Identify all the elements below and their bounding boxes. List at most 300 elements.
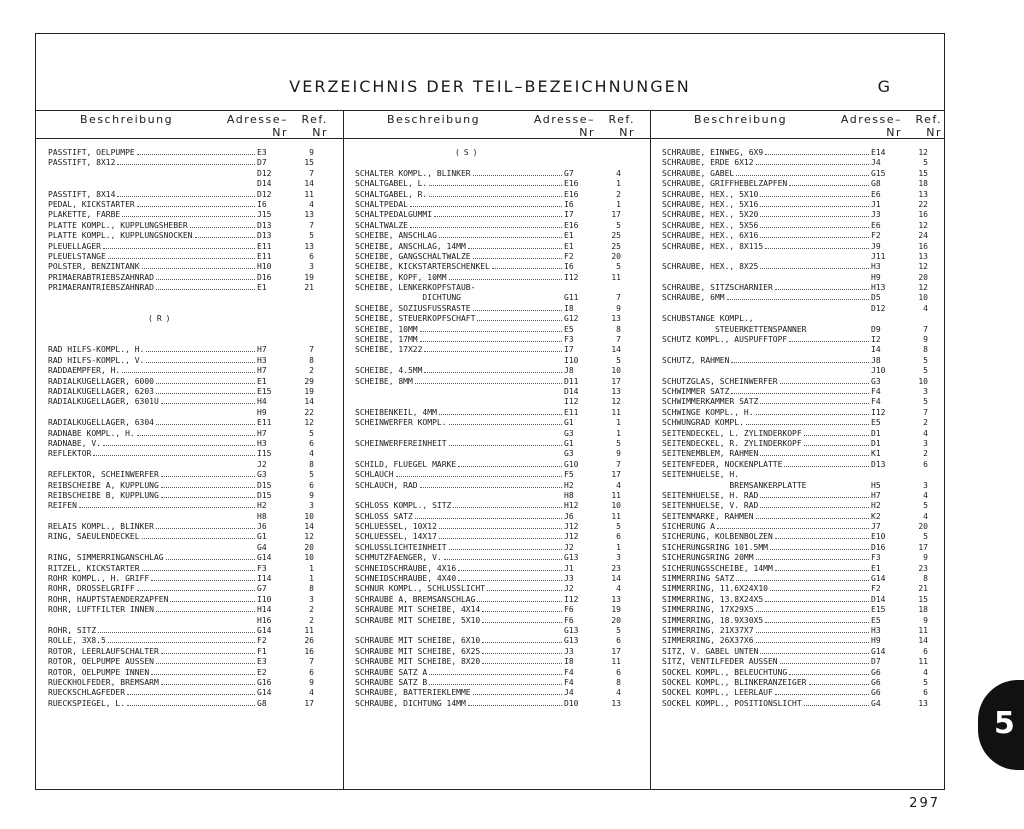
address-nr: E1 [257,283,267,293]
address-nr: I10 [257,594,272,604]
part-description: PEDAL, KICKSTARTER [48,199,135,209]
address-nr: G4 [257,542,267,552]
ref-nr: 18 [918,605,928,615]
address-nr: F4 [871,397,881,407]
index-row [355,335,635,345]
part-description: POLSTER, BENZINTANK [48,262,140,272]
ref-nr: 9 [616,303,621,313]
dot-leader [137,206,255,207]
index-row [48,408,328,418]
ref-nr: 4 [309,688,314,698]
part-description: RADDAEMPFER, H. [48,366,121,376]
address-nr: J9 [871,241,881,251]
address-nr: H8 [257,511,267,521]
part-description: RAD HILFS-KOMPL., H. [48,345,145,355]
part-description: SCHNEIDSCHRAUBE, 4X40 [355,574,457,584]
address-nr: J7 [871,522,881,532]
dot-leader [780,663,869,664]
ref-nr: 16 [918,241,928,251]
index-row [48,564,328,574]
part-description: SCHRAUBE MIT SCHEIBE, 6X10 [355,636,481,646]
part-description: PASSTIFT, 8X12 [48,158,116,168]
part-description: SIMMERRING, 11.6X24X10 [662,584,768,594]
dot-leader [453,507,562,508]
ref-nr: 11 [611,272,621,282]
address-nr: E15 [871,605,886,615]
address-nr: G6 [871,688,881,698]
index-row [355,532,635,542]
address-nr: D9 [871,324,881,334]
part-description: SCHEIBE, ANSCHLAG [355,231,437,241]
part-description: SCHNEIDSCHRAUBE, 4X16 [355,563,457,573]
address-nr: H7 [257,428,267,438]
address-nr: D1 [871,428,881,438]
part-description: SIMMERRING, 18.9X30X5 [662,615,764,625]
address-nr: E3 [257,148,267,157]
index-row [355,553,635,563]
ref-nr: 7 [616,335,621,345]
ref-nr: 23 [918,563,928,573]
dot-leader [439,237,562,238]
address-nr: D13 [257,231,272,241]
part-description: SEITENDECKEL, R. ZYLINDERKOPF [662,438,802,448]
index-row [355,262,635,272]
ref-nr: 6 [923,688,928,698]
dot-leader [760,507,869,508]
dot-leader [756,632,869,633]
address-nr: E1 [564,231,574,241]
part-description: PLEUELLAGER [48,241,101,251]
part-description: SCHRAUBE, HEX., 5X56 [662,220,759,230]
index-row [355,605,635,615]
address-nr: E1 [871,563,881,573]
dot-leader [156,279,255,280]
ref-nr: 5 [309,231,314,241]
address-nr: G3 [564,449,574,459]
ref-nr: 7 [309,168,314,178]
index-row [662,668,942,678]
ref-nr: 8 [309,355,314,365]
ref-nr: 21 [918,584,928,594]
ref-nr: 7 [923,324,928,334]
part-description: SIMMERRING SATZ [662,574,735,584]
dot-leader [117,196,255,197]
address-nr: H7 [257,366,267,376]
dot-leader [473,694,562,695]
address-nr: E11 [564,407,579,417]
ref-nr: 14 [304,522,314,532]
index-row [662,657,942,667]
part-description: REIFEN [48,501,77,511]
index-row [48,429,328,439]
address-nr: H8 [564,490,574,500]
ref-nr: 5 [616,438,621,448]
index-row [355,325,635,335]
part-description: SCHEIBE, 8MM [355,376,413,386]
part-description: SCHEIBE, STEUERKOPFSCHAFT [355,314,476,324]
index-row [662,626,942,636]
part-description: SCHRAUBE MIT SCHEIBE, 8X20 [355,657,481,667]
ref-nr: 10 [918,293,928,303]
ref-nr: 1 [616,418,621,428]
part-description: SCHRAUBE, SITZSCHARNIER [662,283,773,293]
ref-nr: 20 [304,542,314,552]
index-row [662,699,942,709]
dot-leader [161,497,255,498]
dot-leader [770,549,869,550]
dot-leader [804,435,869,436]
index-row [355,169,635,179]
part-description: SCHMUTZFAENGER, V. [355,553,442,563]
index-row [355,231,635,241]
dot-leader [756,164,869,165]
index-row [355,190,635,200]
header-adresse: Adresse– Nr [840,113,902,139]
dot-leader [760,237,869,238]
dot-leader [156,393,255,394]
index-row [662,273,942,283]
dot-leader [415,518,562,519]
address-nr: J10 [871,366,886,376]
index-row [48,678,328,688]
ref-nr: 2 [309,615,314,625]
part-description: SICHERUNG A [662,522,715,532]
dot-leader [415,383,562,384]
address-nr: J2 [257,459,267,469]
address-nr: H3 [871,625,881,635]
index-row [355,574,635,584]
part-description: RADIALKUGELLAGER, 6000 [48,376,154,386]
index-row [355,678,635,688]
index-row [48,293,328,303]
address-nr: F4 [871,386,881,396]
dot-leader [775,289,869,290]
ref-nr: 19 [304,386,314,396]
address-nr: G15 [871,168,886,178]
dot-leader [473,175,562,176]
index-row [48,190,328,200]
address-nr: F2 [564,251,574,261]
dot-leader [429,674,562,675]
index-row [662,366,942,376]
part-description: SCHLOSS SATZ [355,511,413,521]
part-description: ROHR, HAUPTSTAENDERZAPFEN [48,594,169,604]
address-nr: E5 [564,324,574,334]
ref-nr: 13 [918,189,928,199]
ref-nr: 10 [304,553,314,563]
part-description: SCHRAUBE, EINWEG, 6X9 [662,148,764,157]
part-description: SCHLUESSEL, 10X12 [355,522,437,532]
address-nr: H9 [257,407,267,417]
ref-nr: 17 [611,470,621,480]
dot-leader [482,622,562,623]
part-description: RING, SIMMERRINGANSCHLAG [48,553,164,563]
ref-nr: 22 [304,407,314,417]
ref-nr: 20 [918,272,928,282]
address-nr: F5 [564,470,574,480]
address-nr: H2 [871,501,881,511]
ref-nr: 29 [304,376,314,386]
address-nr: G16 [257,677,272,687]
index-row [48,481,328,491]
index-row [662,377,942,387]
part-description: ROLLE, 3X8.5 [48,636,106,646]
ref-nr: 6 [616,667,621,677]
index-row [662,221,942,231]
address-nr: F4 [564,667,574,677]
part-description: SCHALTGABEL, L. [355,179,428,189]
dot-leader [98,632,255,633]
index-row [662,439,942,449]
part-description: SCHEIBE, 10MM [355,324,418,334]
dot-leader [760,206,869,207]
index-row [662,252,942,262]
address-nr: H3 [257,355,267,365]
address-nr: G8 [257,698,267,708]
dot-leader [473,258,562,259]
index-row [48,668,328,678]
ref-nr: 15 [918,168,928,178]
index-row [355,293,635,303]
part-description: SCHEIBE, 4.5MM [355,366,423,376]
dot-leader [760,403,869,404]
ref-nr: 5 [616,625,621,635]
index-row [48,553,328,563]
dot-leader [482,642,562,643]
ref-nr: 4 [923,490,928,500]
ref-nr: 5 [923,677,928,687]
address-nr: D14 [871,594,886,604]
part-description: PASSTIFT, OELPUMPE [48,148,135,157]
index-row [355,616,635,626]
address-nr: E3 [257,657,267,667]
dot-leader [420,341,562,342]
ref-nr: 4 [616,688,621,698]
part-description: SCHEIBE, GANGSCHALTWALZE [355,251,471,261]
dot-leader [731,362,869,363]
index-row [355,345,635,355]
dot-leader [156,424,255,425]
address-nr: I6 [564,199,574,209]
part-description: SCHEIBE, SOZIUSFUSSRASTE [355,303,471,313]
address-nr: G13 [564,553,579,563]
ref-nr: 4 [923,667,928,677]
address-nr: E6 [871,220,881,230]
index-row [662,429,942,439]
ref-nr: 15 [918,594,928,604]
part-description: RELAIS KOMPL., BLINKER [48,522,154,532]
ref-nr: 5 [309,428,314,438]
dot-leader [166,559,255,560]
index-row [662,595,942,605]
dot-leader [439,528,562,529]
page-title: VERZEICHNIS DER TEIL–BEZEICHNUNGEN [289,77,691,96]
address-nr: D16 [871,542,886,552]
ref-nr: 13 [304,241,314,251]
address-nr: F1 [257,646,267,656]
address-nr: J6 [564,511,574,521]
index-row [355,481,635,491]
part-description: SCHEINWERFEREINHEIT [355,438,447,448]
address-nr: G1 [564,418,574,428]
index-row [48,210,328,220]
dot-leader [170,601,255,602]
part-description: STEUERKETTENSPANNER [662,324,807,334]
address-nr: D12 [871,303,886,313]
header-top-rule [36,110,944,111]
part-description: SEITENEMBLEM, RAHMEN [662,449,759,459]
ref-nr: 9 [923,335,928,345]
index-row [355,688,635,698]
header-ref: Ref. Nr [915,113,942,139]
address-nr: D12 [257,189,272,199]
dot-leader [765,248,869,249]
dot-leader [439,538,562,539]
address-nr: G14 [257,688,272,698]
address-nr: H16 [257,615,272,625]
dot-leader [444,559,562,560]
part-description: SCHRAUBE, HEX., 6X16 [662,231,759,241]
index-row [662,564,942,574]
index-row [48,574,328,584]
address-nr: J8 [871,355,881,365]
part-description: SCHEIBE, 17MM [355,335,418,345]
index-row [355,543,635,553]
ref-nr: 7 [309,220,314,230]
dot-leader [780,383,869,384]
index-row [662,522,942,532]
dot-leader [137,590,255,591]
ref-nr: 3 [923,438,928,448]
ref-nr: 2 [923,418,928,428]
address-nr: E1 [564,241,574,251]
ref-nr: 1 [616,179,621,189]
dot-leader [108,642,255,643]
dot-leader [449,445,562,446]
ref-nr: 25 [611,241,621,251]
address-nr: G3 [257,470,267,480]
index-row [355,377,635,387]
address-nr: G14 [871,646,886,656]
ref-nr: 4 [616,584,621,594]
index-row [662,616,942,626]
part-description: SIMMERRING, 17X29X5 [662,605,754,615]
address-nr: E1 [257,376,267,386]
address-nr: G12 [564,314,579,324]
index-row [48,595,328,605]
ref-nr: 11 [611,490,621,500]
part-description: SCHILD, FLUEGEL MARKE [355,459,457,469]
index-row [355,283,635,293]
dot-leader [727,299,869,300]
address-nr: F4 [564,677,574,687]
address-nr: H7 [257,345,267,355]
index-row [662,231,942,241]
dot-leader [804,445,869,446]
dot-leader [161,653,255,654]
index-row [662,335,942,345]
address-nr: H12 [564,501,579,511]
address-nr: D16 [257,272,272,282]
dot-leader [775,694,869,695]
part-description: SCHWIMMERKAMMER SATZ [662,397,759,407]
dot-leader [156,528,255,529]
part-description: SCHRAUBE, HEX., 8X25 [662,262,759,272]
address-nr: I7 [564,210,574,220]
dot-leader [429,185,562,186]
part-description: SCHRAUBE SATZ B [355,677,428,687]
ref-nr: 5 [616,262,621,272]
index-row [48,148,328,158]
address-nr: I6 [257,199,267,209]
part-description: RITZEL, KICKSTARTER [48,563,140,573]
part-description: DICHTUNG [355,293,461,303]
index-row [662,688,942,698]
part-description: SEITENMARKE, RAHMEN [662,511,754,521]
ref-nr: 5 [923,158,928,168]
address-nr: E16 [564,189,579,199]
ref-nr: 5 [616,220,621,230]
address-nr: K1 [871,449,881,459]
index-row [662,304,942,314]
address-nr: H3 [871,262,881,272]
part-description: SICHERUNGSSCHEIBE, 14MM [662,563,773,573]
index-row [48,179,328,189]
address-nr: G6 [871,677,881,687]
ref-nr: 13 [611,698,621,708]
address-nr: D13 [257,220,272,230]
ref-nr: 11 [304,625,314,635]
index-row [662,408,942,418]
page-number: 297 [909,796,940,811]
part-description: SCHRAUBE, BATTERIEKLEMME [355,688,471,698]
part-description: SICHERUNG, KOLBENBOLZEN [662,532,773,542]
ref-nr: 14 [611,574,621,584]
index-row [48,636,328,646]
dot-leader [731,393,869,394]
dot-leader [156,289,255,290]
ref-nr: 7 [616,293,621,303]
part-description: SCHRAUBE, DICHTUNG 14MM [355,698,466,708]
ref-nr: 17 [611,376,621,386]
ref-nr: 1 [616,542,621,552]
ref-nr: 6 [309,438,314,448]
part-description: SCHRAUBE SATZ A [355,667,428,677]
ref-nr: 4 [616,168,621,178]
address-nr: G14 [257,553,272,563]
ref-nr: 17 [304,698,314,708]
index-row [355,647,635,657]
dot-leader [492,268,562,269]
part-description: SCHRAUBE, HEX., 8X115 [662,241,764,251]
address-nr: I12 [564,272,579,282]
ref-nr: 11 [611,407,621,417]
part-description: SCHALTWALZE [355,220,408,230]
dot-leader [142,268,255,269]
dot-leader [151,674,255,675]
part-description: SOCKEL KOMPL., BLINKERANZEIGER [662,677,807,687]
part-description: SCHEINWERFER KOMPL. [355,418,447,428]
index-row [355,148,635,158]
dot-leader [410,206,562,207]
index-row [48,532,328,542]
address-nr: H5 [871,480,881,490]
index-row [662,543,942,553]
index-row [48,584,328,594]
part-description: ROHR, DROSSELGRIFF [48,584,135,594]
index-row [355,699,635,709]
ref-nr: 14 [918,636,928,646]
